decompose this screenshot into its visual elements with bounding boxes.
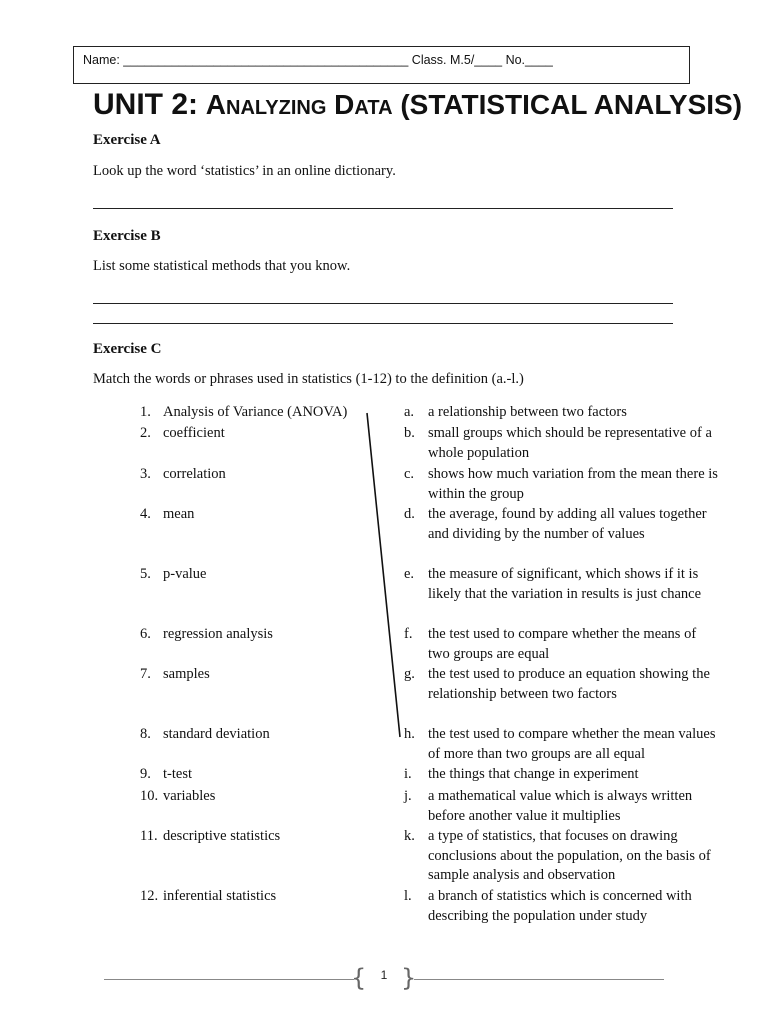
term-number: 11. (140, 828, 158, 844)
exercise-a-heading: Exercise A (93, 132, 161, 148)
footer-bracket-left-icon: { (351, 964, 367, 992)
term-text: inferential statistics (163, 888, 277, 904)
definition-letter: i. (404, 766, 412, 782)
exercise-c-instruction: Match the words or phrases used in statistics (1-12) to the definition (a.-l.) (93, 371, 524, 387)
definition-letter: f. (404, 626, 413, 642)
page-number: 1 (380, 968, 388, 982)
definition-text: the test used to compare whether the means of two groups are equal (428, 626, 697, 662)
term-text: p-value (163, 566, 207, 582)
definition-letter: k. (404, 828, 415, 844)
definition-text: a branch of statistics which is concerned with describing the population under study (428, 888, 692, 924)
definition-text: shows how much variation from the mean there is within the group (428, 466, 718, 502)
definition-letter: h. (404, 726, 415, 742)
definition-letter: l. (404, 888, 412, 904)
term-number: 2. (140, 425, 151, 441)
definition-letter: j. (404, 788, 412, 804)
term-text: mean (163, 506, 195, 522)
definition-text: the test used to produce an equation showing the relationship between two factors (428, 666, 710, 702)
term-text: variables (163, 788, 216, 804)
definition-text: a mathematical value which is always written before another value it multiplies (428, 788, 693, 824)
term-number: 7. (140, 666, 151, 682)
footer-bracket-right-icon: } (401, 964, 417, 992)
term-text: correlation (163, 466, 226, 482)
definition-letter: b. (404, 425, 415, 441)
footer-rule-right (414, 979, 664, 980)
term-number: 10. (140, 788, 159, 804)
term-number: 6. (140, 626, 151, 642)
student-info-box (73, 46, 690, 84)
term-text: samples (163, 666, 210, 682)
page-title (93, 88, 742, 122)
footer-rule-left (104, 979, 354, 980)
term-text: coefficient (163, 425, 225, 441)
exercise-b-answer-line-2[interactable] (93, 323, 673, 324)
term-number: 1. (140, 404, 151, 420)
definition-text: the measure of significant, which shows if it is likely that the variation in results is just chance (428, 566, 702, 602)
term-text: descriptive statistics (163, 828, 281, 844)
exercise-a-answer-line[interactable] (93, 208, 673, 209)
exercise-b-instruction: List some statistical methods that you know. (93, 258, 351, 274)
definition-text: the average, found by adding all values together and dividing by the number of values (428, 506, 707, 542)
term-number: 8. (140, 726, 151, 742)
definition-text: the things that change in experiment (428, 766, 639, 782)
name-class-number-line: Name: _________________________________________ Class. M.5/____ No.____ (83, 53, 553, 67)
term-number: 9. (140, 766, 151, 782)
definition-letter: e. (404, 566, 415, 582)
definition-letter: g. (404, 666, 415, 682)
definition-text: the test used to compare whether the mean values of more than two groups are all equal (428, 726, 716, 762)
unit-label: UNIT 2: (93, 88, 198, 121)
definition-text: a type of statistics, that focuses on drawing conclusions about the population, on the basis of sample analysis and observation (428, 828, 711, 883)
term-number: 5. (140, 566, 151, 582)
term-number: 3. (140, 466, 151, 482)
definition-letter: d. (404, 506, 415, 522)
term-text: t-test (163, 766, 192, 782)
title-subtitle-small-caps: Analyzing Data (205, 89, 393, 120)
term-text: Analysis of Variance (ANOVA) (163, 404, 348, 420)
title-subtitle-caps: (STATISTICAL ANALYSIS) (400, 89, 743, 120)
exercise-a-instruction: Look up the word ‘statistics’ in an online dictionary. (93, 163, 396, 179)
definition-text: small groups which should be representative of a whole population (428, 425, 712, 461)
term-number: 4. (140, 506, 151, 522)
term-text: standard deviation (163, 726, 270, 742)
exercise-b-heading: Exercise B (93, 228, 161, 244)
exercise-b-answer-line-1[interactable] (93, 303, 673, 304)
term-text: regression analysis (163, 626, 273, 642)
definition-text: a relationship between two factors (428, 404, 627, 420)
term-number: 12. (140, 888, 159, 904)
exercise-c-heading: Exercise C (93, 341, 162, 357)
definition-letter: c. (404, 466, 415, 482)
definition-letter: a. (404, 404, 415, 420)
example-match-line (367, 413, 400, 737)
